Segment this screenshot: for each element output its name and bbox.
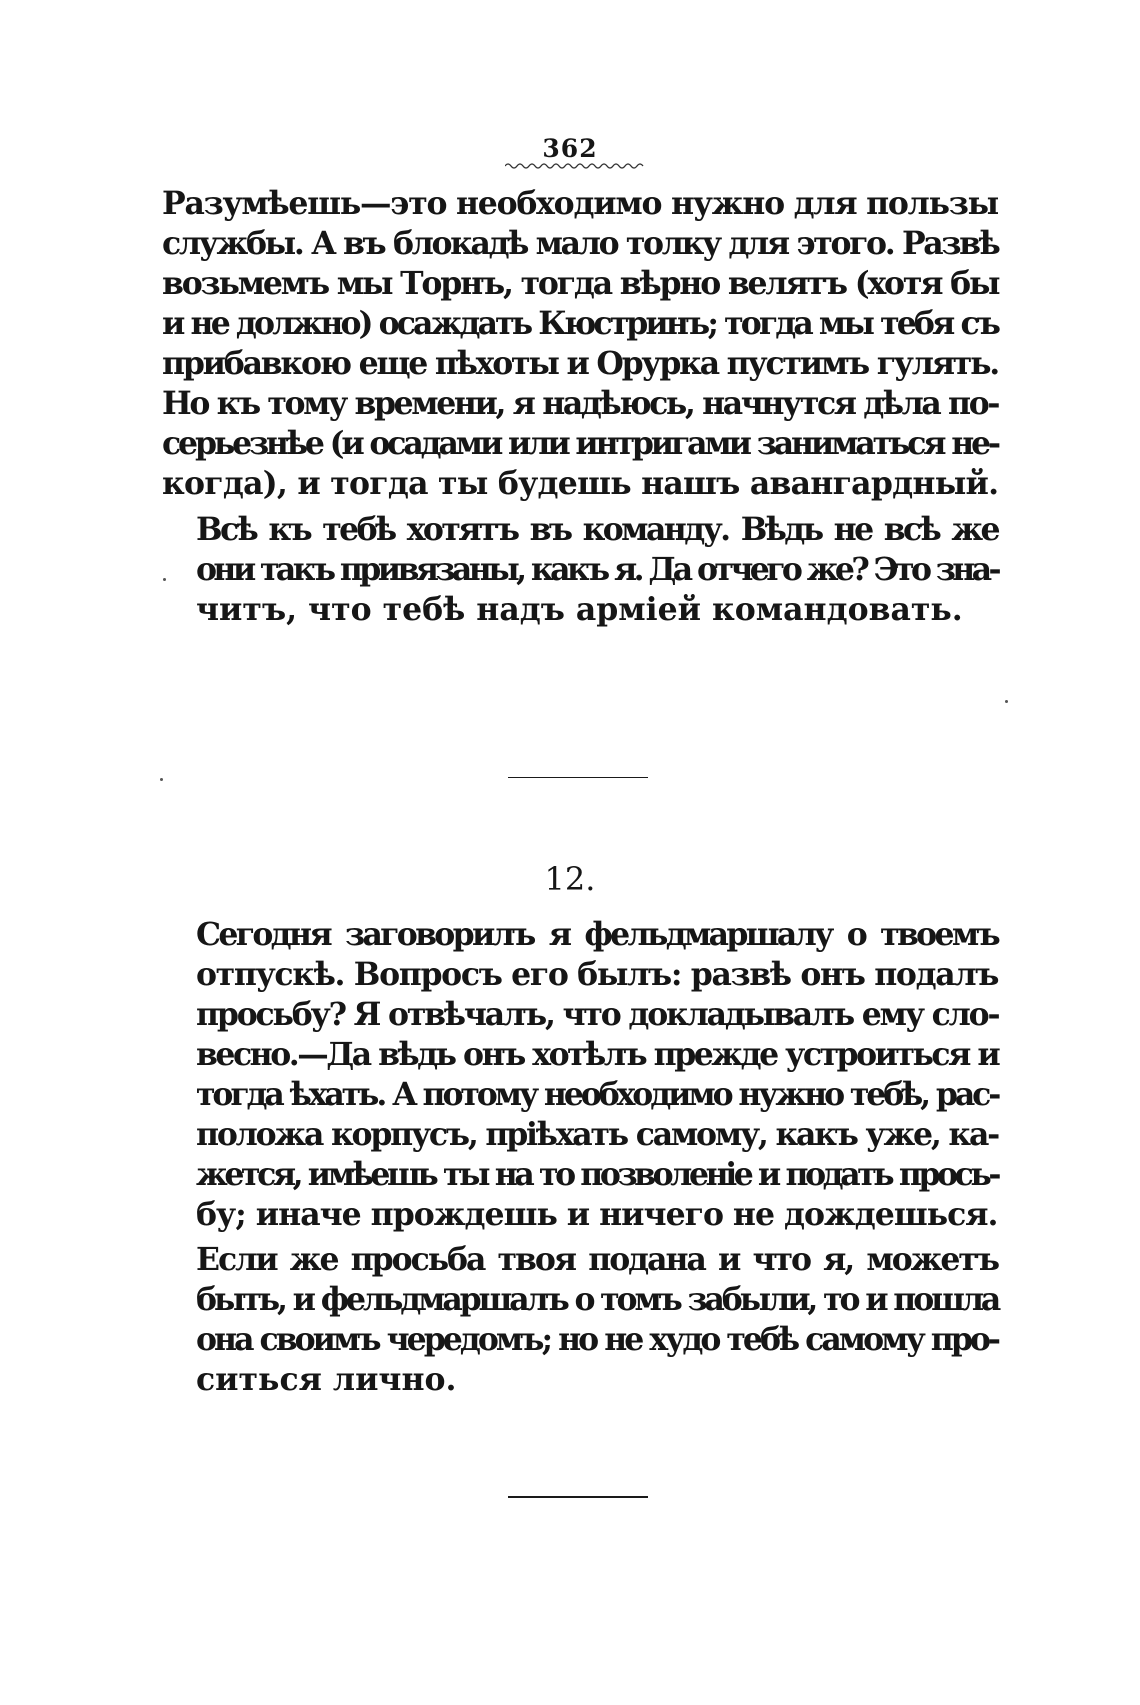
text-line: службы. А въ блокадѣ мало толку для этого. Развѣ — [162, 225, 999, 262]
text-line: тогда ѣхать. А потому необходимо нужно тебѣ, рас- — [196, 1076, 999, 1113]
text-line: жется, имѣешь ты на то позволеніе и подать прось- — [196, 1156, 998, 1193]
text-line: бу; иначе прождешь и ничего не дождешься. — [196, 1196, 998, 1233]
text-line: серьезнѣе (и осадами или интригами заниматься не- — [162, 425, 998, 462]
letter-11-paragraph-2 — [162, 510, 998, 630]
text-line: Но къ тому времени, я надѣюсь, начнутся дѣла по- — [162, 385, 998, 422]
text-line: весно.—Да вѣдь онъ хотѣлъ прежде устроиться и — [196, 1036, 999, 1073]
section-divider-rule — [508, 777, 648, 778]
text-line: Сегодня заговорилъ я фельдмаршалу о твоемъ — [196, 916, 998, 953]
page-number: 362 — [542, 134, 598, 163]
text-line: и не должно) осаждать Кюстринъ; тогда мы тебя съ — [162, 305, 998, 342]
letter-11-paragraph-1 — [162, 184, 998, 504]
print-speck — [160, 778, 163, 781]
text-line: они такъ привязаны, какъ я. Да отчего же? Это зна- — [196, 551, 998, 588]
text-line: когда), и тогда ты будешь нашъ авангардный. — [162, 465, 999, 502]
letter-number: 12. — [544, 860, 596, 898]
text-line: положа корпусъ, пріѣхать самому, какъ уже, ка- — [196, 1116, 998, 1153]
text-line: просьбу? Я отвѣчалъ, что докладывалъ ему сло- — [196, 996, 999, 1033]
text-line: отпускѣ. Вопросъ его былъ: развѣ онъ подалъ — [196, 956, 999, 993]
text-line: ситься лично. — [196, 1361, 457, 1398]
text-line: читъ, что тебѣ надъ арміей командовать. — [196, 591, 963, 628]
text-line: возьмемъ мы Торнъ, тогда вѣрно велятъ (хотя бы — [162, 265, 999, 302]
text-line: Разумѣешь—это необходимо нужно для пользы — [162, 185, 998, 222]
text-line: Всѣ къ тебѣ хотятъ въ команду. Вѣдь не всѣ же — [196, 511, 998, 548]
end-rule — [508, 1496, 648, 1498]
print-speck — [1005, 700, 1008, 703]
wavy-underline-ornament — [505, 160, 645, 170]
print-speck — [163, 578, 166, 581]
text-line: прибавкою еще пѣхоты и Орурка пустимъ гулять. — [162, 345, 998, 382]
text-line: она своимъ чередомъ; но не худо тебѣ самому про- — [196, 1321, 998, 1358]
text-line: быть, и фельдмаршалъ о томъ забыли, то и пошла — [196, 1281, 999, 1318]
letter-12-paragraph-2 — [162, 1240, 998, 1400]
letter-12-paragraph-1 — [162, 915, 998, 1235]
text-line: Если же просьба твоя подана и что я, можетъ — [196, 1241, 998, 1278]
